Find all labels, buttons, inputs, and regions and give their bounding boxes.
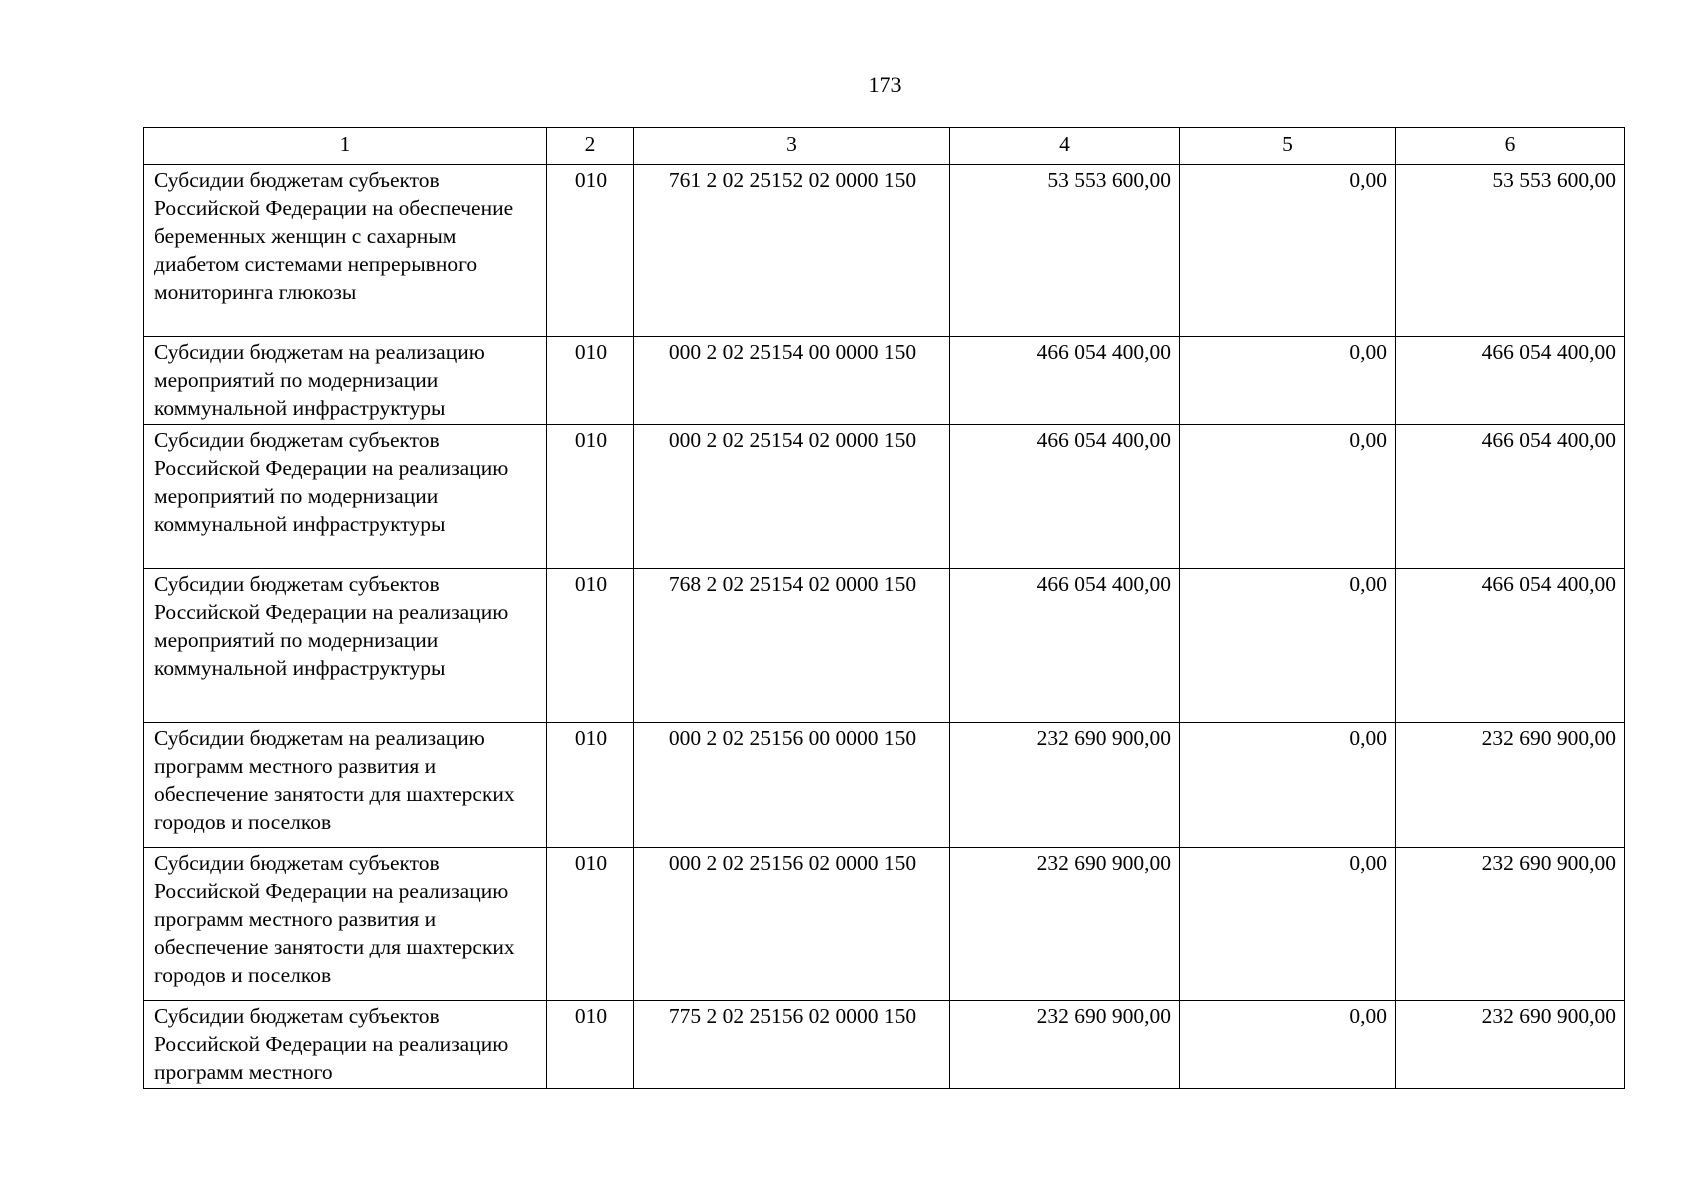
- row-col6: 466 054 400,00: [1396, 337, 1625, 425]
- row-col5: 0,00: [1180, 848, 1396, 1001]
- row-name: Субсидии бюджетам субъектов Российской Федерации на реализацию программ местного: [144, 1001, 547, 1089]
- header-col-2: 2: [547, 128, 634, 165]
- row-col5: 0,00: [1180, 569, 1396, 723]
- table-row: [144, 723, 1625, 848]
- row-kbk: 761 2 02 25152 02 0000 150: [634, 165, 950, 337]
- row-name: Субсидии бюджетам субъектов Российской Федерации на реализацию программ местного развития и обеспечение занятости для шахтерских городов и поселков: [144, 848, 547, 1001]
- table-row: [144, 569, 1625, 723]
- row-col5: 0,00: [1180, 425, 1396, 569]
- row-col4: 466 054 400,00: [950, 569, 1180, 723]
- page-number: 173: [868, 72, 902, 97]
- row-col5: 0,00: [1180, 723, 1396, 848]
- row-name: Субсидии бюджетам субъектов Российской Федерации на обеспечение беременных женщин с сахарным диабетом системами непрерывного мониторинга глюкозы: [144, 165, 547, 337]
- row-col6: 466 054 400,00: [1396, 425, 1625, 569]
- budget-table: [143, 127, 1625, 1089]
- row-col4: 232 690 900,00: [950, 1001, 1180, 1089]
- row-col4: 53 553 600,00: [950, 165, 1180, 337]
- header-col-5: 5: [1180, 128, 1396, 165]
- row-code: 010: [547, 848, 634, 1001]
- header-col-3: 3: [634, 128, 950, 165]
- row-code: 010: [547, 425, 634, 569]
- row-kbk: 000 2 02 25156 02 0000 150: [634, 848, 950, 1001]
- table-row: [144, 848, 1625, 1001]
- header-col-6: 6: [1396, 128, 1625, 165]
- row-col4: 232 690 900,00: [950, 723, 1180, 848]
- row-name: Субсидии бюджетам на реализацию программ местного развития и обеспечение занятости для шахтерских городов и поселков: [144, 723, 547, 848]
- header-row: [144, 128, 1625, 165]
- row-name: Субсидии бюджетам субъектов Российской Федерации на реализацию мероприятий по модернизации коммунальной инфраструктуры: [144, 425, 547, 569]
- row-name: Субсидии бюджетам на реализацию мероприятий по модернизации коммунальной инфраструктуры: [144, 337, 547, 425]
- row-kbk: 775 2 02 25156 02 0000 150: [634, 1001, 950, 1089]
- row-code: 010: [547, 1001, 634, 1089]
- row-col4: 232 690 900,00: [950, 848, 1180, 1001]
- row-kbk: 768 2 02 25154 02 0000 150: [634, 569, 950, 723]
- row-code: 010: [547, 165, 634, 337]
- row-col4: 466 054 400,00: [950, 425, 1180, 569]
- row-col5: 0,00: [1180, 1001, 1396, 1089]
- row-kbk: 000 2 02 25154 02 0000 150: [634, 425, 950, 569]
- row-col4: 466 054 400,00: [950, 337, 1180, 425]
- row-code: 010: [547, 569, 634, 723]
- table-row: [144, 165, 1625, 337]
- table-row: [144, 1001, 1625, 1089]
- table-row: [144, 337, 1625, 425]
- row-col6: 466 054 400,00: [1396, 569, 1625, 723]
- row-code: 010: [547, 337, 634, 425]
- row-col6: 53 553 600,00: [1396, 165, 1625, 337]
- row-name: Субсидии бюджетам субъектов Российской Федерации на реализацию мероприятий по модернизации коммунальной инфраструктуры: [144, 569, 547, 723]
- header-col-4: 4: [950, 128, 1180, 165]
- row-col6: 232 690 900,00: [1396, 723, 1625, 848]
- row-col5: 0,00: [1180, 337, 1396, 425]
- row-kbk: 000 2 02 25154 00 0000 150: [634, 337, 950, 425]
- row-col5: 0,00: [1180, 165, 1396, 337]
- header-col-1: 1: [144, 128, 547, 165]
- table-row: [144, 425, 1625, 569]
- row-col6: 232 690 900,00: [1396, 848, 1625, 1001]
- row-kbk: 000 2 02 25156 00 0000 150: [634, 723, 950, 848]
- row-code: 010: [547, 723, 634, 848]
- row-col6: 232 690 900,00: [1396, 1001, 1625, 1089]
